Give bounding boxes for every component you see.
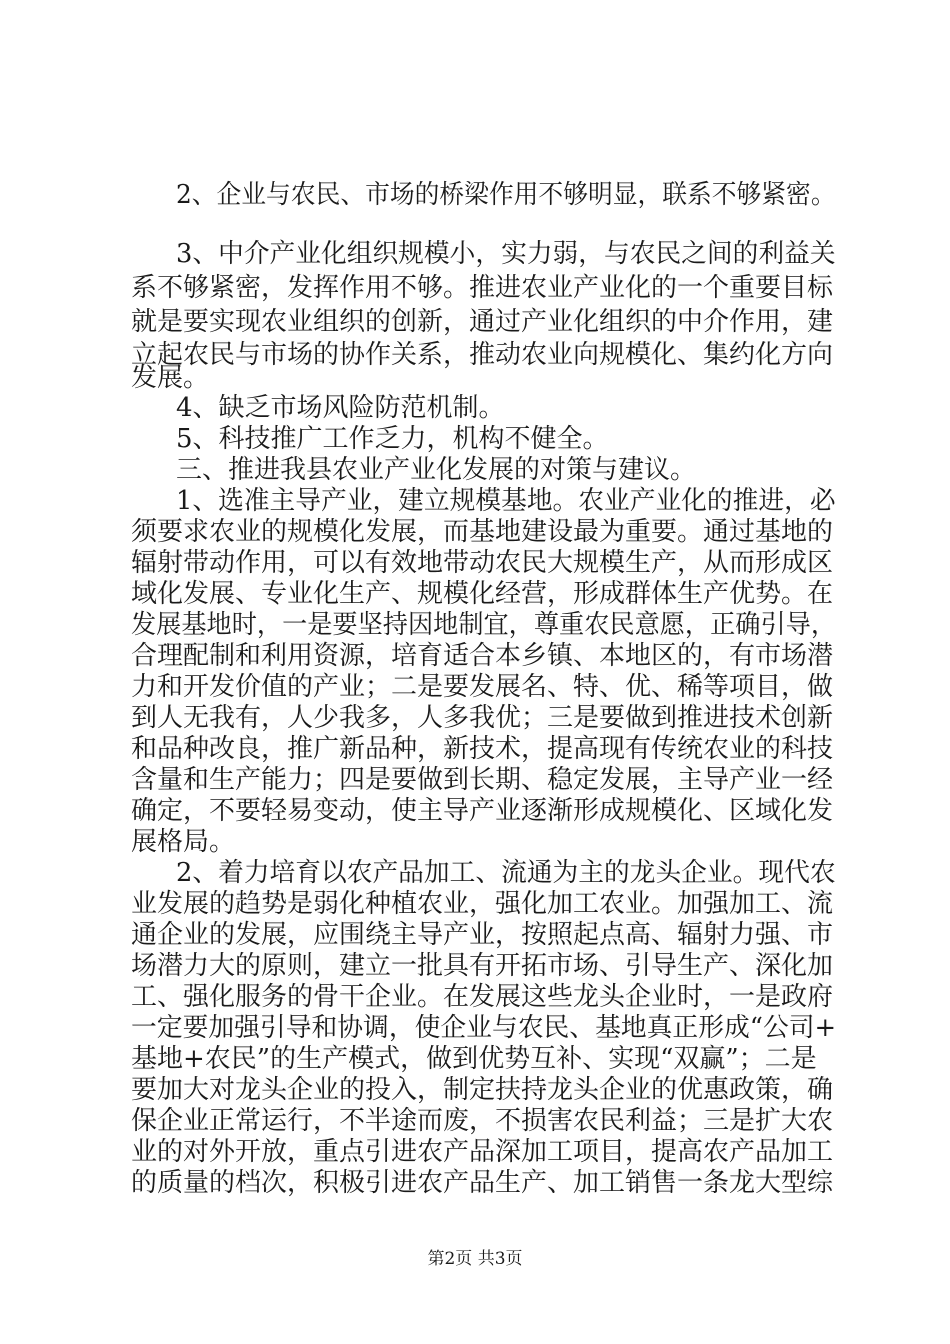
paragraph-line: 辐射带动作用，可以有效地带动农民大规模生产，从而形成区 [131, 548, 834, 578]
paragraph-line: 要加大对龙头企业的投入，制定扶持龙头企业的优惠政策，确 [131, 1075, 834, 1105]
paragraph-line: 2、着力培育以农产品加工、流通为主的龙头企业。现代农 [176, 858, 836, 888]
paragraph-line: 业发展的趋势是弱化种植农业，强化加工农业。加强加工、流 [131, 889, 834, 919]
paragraph-line: 到人无我有，人少我多，人多我优；三是要做到推进技术创新 [131, 703, 834, 733]
paragraph-line: 发展。 [131, 363, 210, 393]
paragraph-line: 的质量的档次，积极引进农产品生产、加工销售一条龙大型综 [131, 1168, 834, 1198]
paragraph-line: 场潜力大的原则，建立一批具有开拓市场、引导生产、深化加 [131, 951, 834, 981]
paragraph-line: 5、科技推广工作乏力，机构不健全。 [176, 424, 609, 454]
paragraph-line: 含量和生产能力；四是要做到长期、稳定发展，主导产业一经 [131, 765, 834, 795]
paragraph-line: 立起农民与市场的协作关系，推动农业向规模化、集约化方向 [131, 340, 834, 370]
paragraph-line: 系不够紧密，发挥作用不够。推进农业产业化的一个重要目标 [131, 273, 834, 303]
paragraph-line: 工、强化服务的骨干企业。在发展这些龙头企业时，一是政府 [131, 982, 834, 1012]
paragraph-line: 保企业正常运行，不半途而废，不损害农民利益；三是扩大农 [131, 1106, 834, 1136]
paragraph-line: 展格局。 [131, 827, 236, 857]
paragraph-line: 力和开发价值的产业；二是要发展名、特、优、稀等项目，做 [131, 672, 834, 702]
paragraph-line: 1、选准主导产业，建立规模基地。农业产业化的推进，必 [176, 486, 836, 516]
paragraph-line: 业的对外开放，重点引进农产品深加工项目，提高农产品加工 [131, 1137, 834, 1167]
paragraph-line: 确定，不要轻易变动，使主导产业逐渐形成规模化、区域化发 [131, 796, 834, 826]
paragraph-line: 和品种改良，推广新品种，新技术，提高现有传统农业的科技 [131, 734, 834, 764]
paragraph-line: 通企业的发展，应围绕主导产业，按照起点高、辐射力强、市 [131, 920, 834, 950]
paragraph-line: 4、缺乏市场风险防范机制。 [176, 393, 505, 423]
page-number-footer: 第2页 共3页 [427, 1249, 523, 1269]
paragraph-line: 2、企业与农民、市场的桥梁作用不够明显，联系不够紧密。 [176, 180, 836, 210]
paragraph-line: 须要求农业的规模化发展，而基地建设最为重要。通过基地的 [131, 517, 834, 547]
section-heading: 三、推进我县农业产业化发展的对策与建议。 [176, 455, 697, 485]
paragraph-line: 发展基地时，一是要坚持因地制宜，尊重农民意愿，正确引导， [131, 610, 837, 640]
paragraph-line: 合理配制和利用资源，培育适合本乡镇、本地区的，有市场潜 [131, 641, 834, 671]
paragraph-line: 域化发展、专业化生产、规模化经营，形成群体生产优势。在 [131, 579, 834, 609]
paragraph-line: 一定要加强引导和协调，使企业与农民、基地真正形成“公司+ [131, 1013, 837, 1043]
paragraph-line: 基地+农民”的生产模式，做到优势互补、实现“双赢”；二是 [131, 1044, 817, 1074]
paragraph-line: 3、中介产业化组织规模小，实力弱，与农民之间的利益关 [176, 239, 836, 269]
paragraph-line: 就是要实现农业组织的创新，通过产业化组织的中介作用，建 [131, 307, 834, 337]
